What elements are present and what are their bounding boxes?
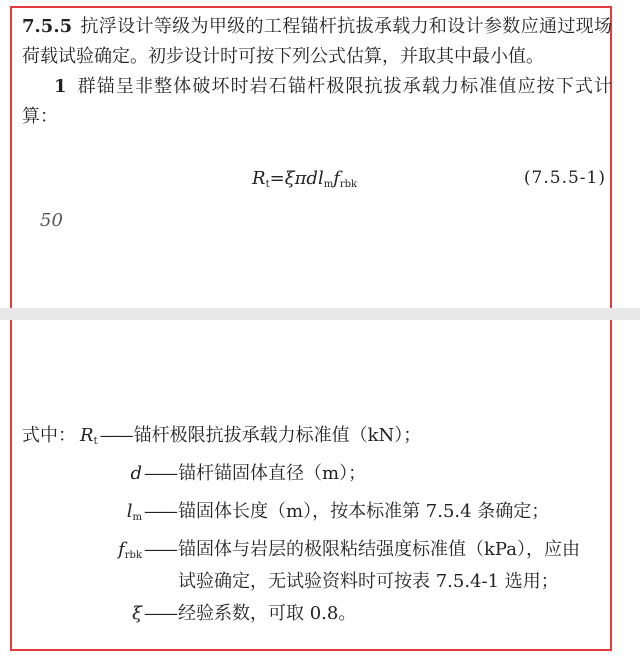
formula-rhs-main: ξπdl — [284, 168, 324, 189]
formula-row — [22, 168, 612, 198]
definition-text: 经验系数，可取 0.8。 — [178, 603, 357, 624]
definition-symbol: ξ — [132, 603, 142, 624]
definition-symbol: $l_m$ — [126, 501, 142, 523]
item-paragraph — [22, 72, 612, 132]
definition-dash: —— — [144, 463, 176, 484]
formula — [252, 168, 357, 190]
page-break-band — [0, 308, 640, 320]
definition-dash: —— — [144, 603, 176, 624]
definition-text: 锚杆极限抗拔承载力标准值（kN）； — [133, 425, 422, 446]
formula-equals: = — [269, 168, 285, 189]
section-number: 7.5.5 — [22, 16, 73, 37]
equation-number: (7.5.5-1) — [523, 168, 606, 188]
definition-text: 锚固体长度（m），按本标准第 7.5.4 条确定； — [178, 501, 550, 522]
section-paragraph — [22, 12, 612, 72]
definition-symbol: $R_t$ — [80, 425, 98, 447]
formula-lhs-sub: t — [265, 179, 270, 190]
definition-text: 锚杆锚固体直径（m）； — [178, 463, 367, 484]
definition-symbol: d — [130, 463, 142, 484]
definition-text: 锚固体与岩层的极限粘结强度标准值（kPa），应由试验确定，无试验资料时可按表 7.5.4-1 选用； — [178, 539, 580, 592]
section-text: 抗浮设计等级为甲级的工程锚杆抗拔承载力和设计参数应通过现场荷载试验确定。初步设计时可按下列公式估算，并取其中最小值。 — [22, 16, 612, 67]
page-number: 50 — [40, 210, 63, 231]
definition-row — [22, 458, 612, 496]
definition-row — [22, 420, 612, 458]
formula-rhs-f: f — [333, 168, 340, 189]
item-text: 群锚呈非整体破坏时岩石锚杆极限抗拔承载力标准值应按下式计算： — [22, 76, 612, 127]
formula-rhs-sub1: m — [323, 179, 334, 190]
definition-dash: —— — [99, 425, 132, 446]
formula-rhs-sub2: rbk — [339, 179, 358, 190]
definition-row — [22, 598, 612, 636]
definition-dash: —— — [144, 539, 176, 560]
item-number: 1 — [54, 76, 67, 97]
where-lead: 式中： — [22, 425, 76, 446]
formula-lhs: R — [252, 168, 266, 189]
definition-row — [22, 496, 612, 534]
definition-dash: —— — [144, 501, 176, 522]
symbol-definitions — [22, 420, 612, 636]
definition-row — [22, 534, 612, 598]
definition-symbol: $f_{rbk}$ — [118, 539, 142, 561]
clause-text — [22, 12, 612, 132]
